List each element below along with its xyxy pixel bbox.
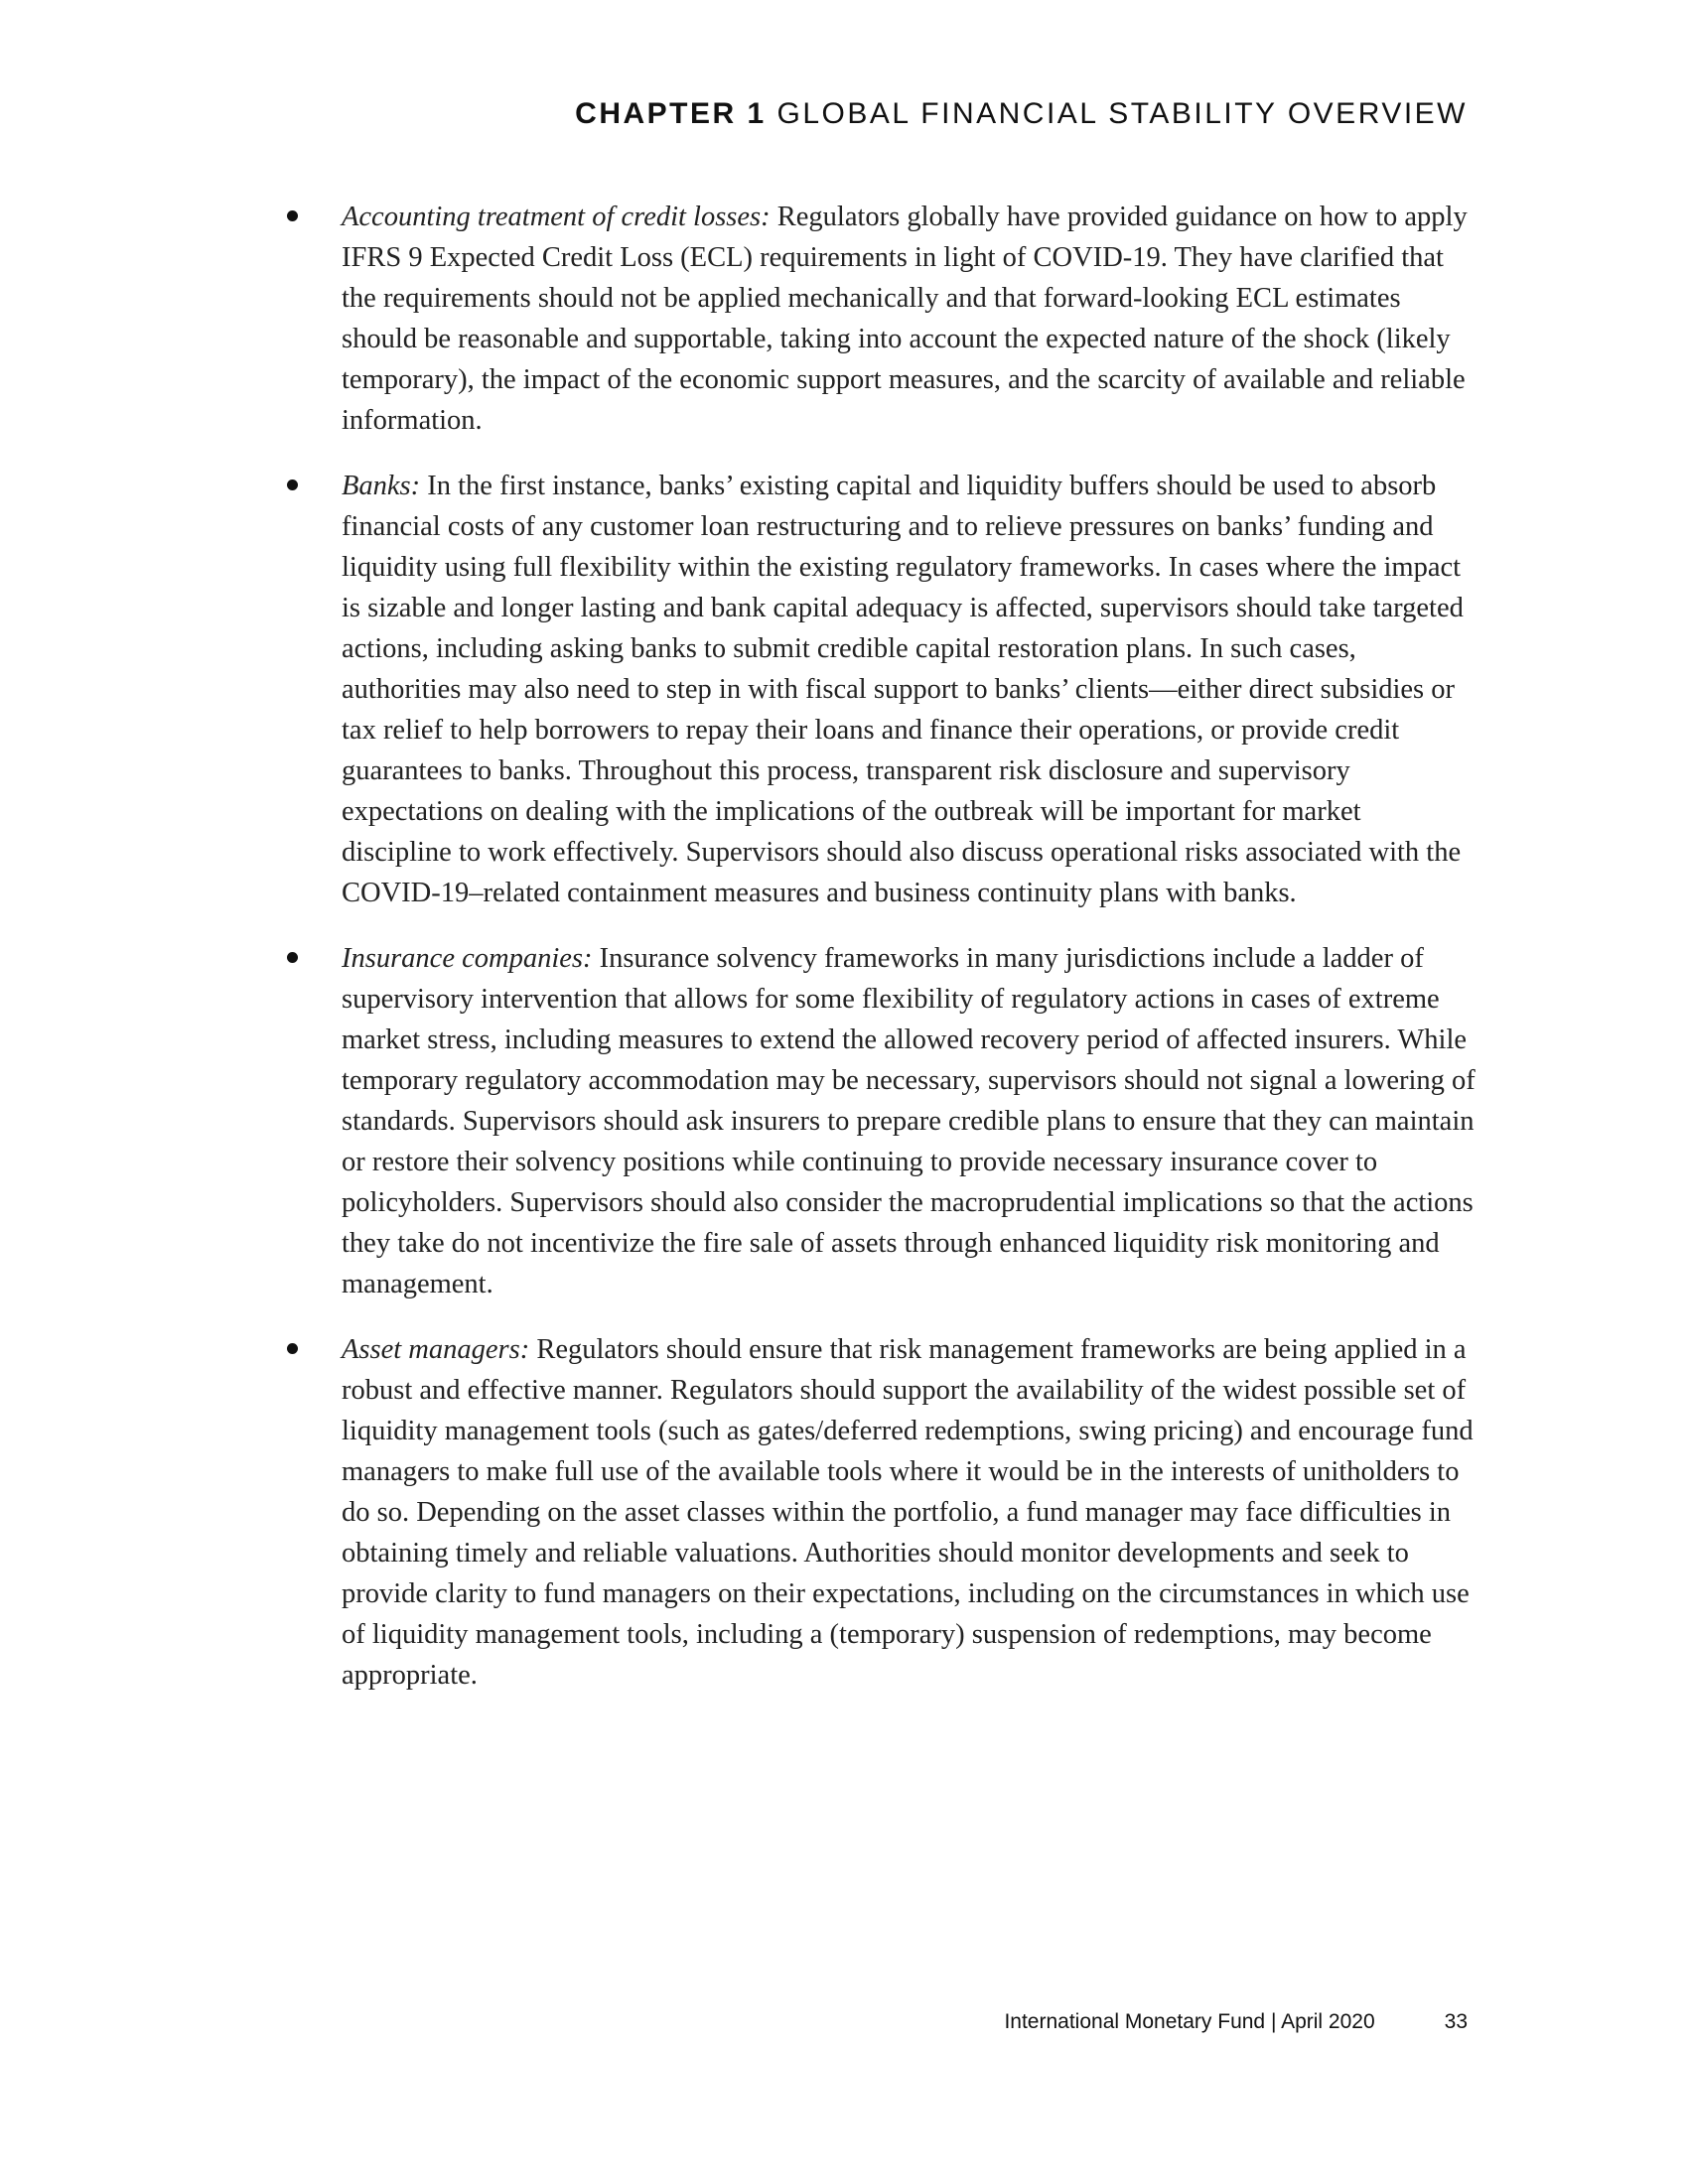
bullet-banks [0, 466, 1476, 913]
bullet-icon [287, 1343, 298, 1354]
page-number: 33 [1444, 2010, 1468, 2033]
bullet-text: Regulators should ensure that risk management frameworks are being applied in a robust and effective manner. Regulators should support the availability of the widest possible set of liquidity management tools (such as gates/deferred redemptions, swing pricing) and encourage fund managers to make full use of the available tools where it would be in the interests of unitholders to do so. Depending on the asset classes within the portfolio, a fund manager may face difficulties in obtaining timely and reliable valuations. Authorities should monitor developments and seek to provide clarity to fund managers on their expectations, including on the circumstances in which use of liquidity management tools, including a (temporary) suspension of redemptions, may become appropriate. [342, 1334, 1474, 1691]
bullet-lead: Asset managers: [342, 1334, 530, 1365]
bullet-icon [287, 952, 298, 963]
bullet-lead: Insurance companies: [342, 943, 593, 974]
running-header [0, 97, 1468, 131]
chapter-title: GLOBAL FINANCIAL STABILITY OVERVIEW [776, 97, 1468, 130]
bullet-text: In the first instance, banks’ existing capital and liquidity buffers should be used to absorb financial costs of any customer loan restructuring and to relieve pressures on banks’ funding and liquidity using full flexibility within the existing regulatory frameworks. In cases where the impact is sizable and longer lasting and bank capital adequacy is affected, supervisors should take targeted actions, including asking banks to submit credible capital restoration plans. In such cases, authorities may also need to step in with fiscal support to banks’ clients—either direct subsidies or tax relief to help borrowers to repay their loans and finance their operations, or provide credit guarantees to banks. Throughout this process, transparent risk disclosure and supervisory expectations on dealing with the implications of the outbreak will be important for market discipline to work effectively. Supervisors should also discuss operational risks associated with the COVID-19–related containment measures and business continuity plans with banks. [342, 471, 1464, 908]
bullet-lead: Banks: [342, 471, 421, 501]
footer-source: International Monetary Fund | April 2020 [1004, 2010, 1375, 2033]
bullet-lead: Accounting treatment of credit losses: [342, 202, 771, 232]
page-footer [0, 2010, 1468, 2034]
bullet-icon [287, 210, 298, 221]
bullet-icon [287, 479, 298, 490]
bullet-accounting [0, 197, 1476, 441]
bullet-insurance [0, 938, 1476, 1304]
bullet-asset-managers [0, 1329, 1476, 1696]
bullet-text: Insurance solvency frameworks in many jurisdictions include a ladder of supervisory intervention that allows for some flexibility of regulatory actions in cases of extreme market stress, including measures to extend the allowed recovery period of affected insurers. While temporary regulatory accommodation may be necessary, supervisors should not signal a lowering of standards. Supervisors should ask insurers to prepare credible plans to ensure that they can maintain or restore their solvency positions while continuing to provide necessary insurance cover to policyholders. Supervisors should also consider the macroprudential implications so that the actions they take do not incentivize the fire sale of assets through enhanced liquidity risk monitoring and management. [342, 943, 1476, 1299]
bullet-text: Regulators globally have provided guidance on how to apply IFRS 9 Expected Credit Loss (ECL) requirements in light of COVID-19. They have clarified that the requirements should not be applied mechanically and that forward-looking ECL estimates should be reasonable and supportable, taking into account the expected nature of the shock (likely temporary), the impact of the economic support measures, and the scarcity of available and reliable information. [342, 202, 1468, 436]
chapter-number: CHAPTER 1 [575, 97, 767, 130]
bullet-list [0, 197, 1688, 1720]
